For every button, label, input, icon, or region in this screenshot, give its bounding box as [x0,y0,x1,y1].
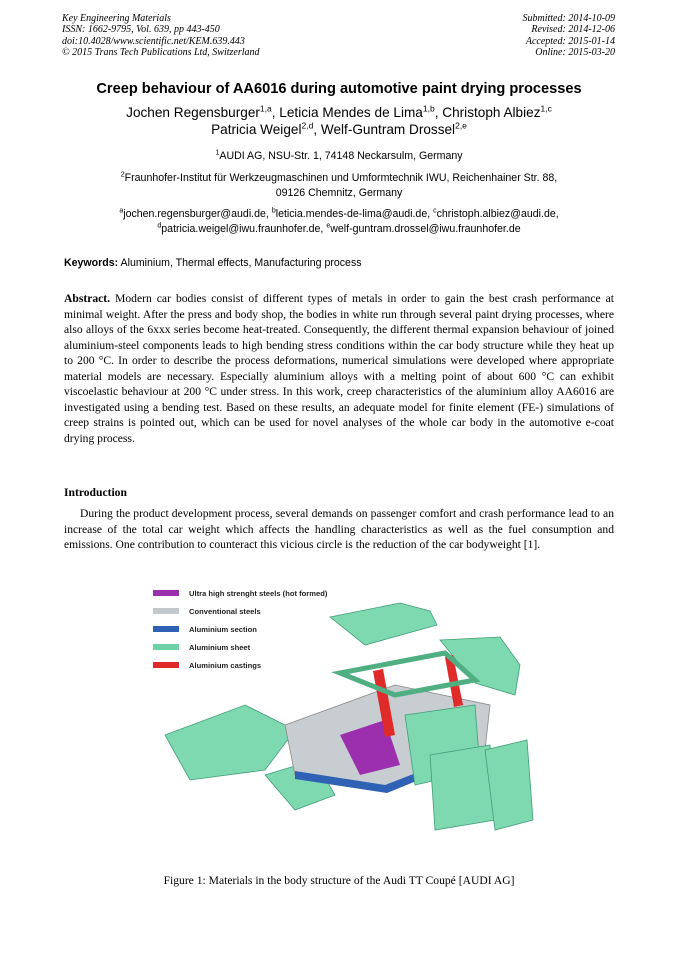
legend-swatch [153,608,179,614]
dates-header [523,13,616,58]
author-name: Patricia Weigel [211,122,302,137]
date-accepted: Accepted: 2015-01-14 [525,35,615,47]
author-affil-sup: 2,e [455,120,467,131]
figure-1 [145,585,535,857]
author-affil-sup: 1,a [259,103,272,114]
legend-item: Aluminium castings [153,659,261,671]
email-link[interactable]: patricia.weigel@iwu.fraunhofer.de, [161,222,324,235]
section-heading-introduction: Introduction [64,486,127,499]
date-online: Online: 2015-03-20 [535,46,615,58]
author-affil-sup: 1,b [422,103,435,114]
figure-caption: Figure 1: Materials in the body structure of the Audi TT Coupé [AUDI AG] [163,874,515,887]
legend-item: Conventional steels [153,605,261,617]
email-link[interactable]: welf-guntram.drossel@iwu.fraunhofer.de [330,222,521,235]
author-affil-sup: 1,c [540,103,552,114]
affiliation-1: $^1$AUDI AG, NSU-Str. 1, 74148 Neckarsulm, Germany [215,149,463,162]
legend-swatch [153,590,179,596]
author-list: Jochen Regensburger$^{1,a}$, Leticia Mendes de Lima$^{1,b}$, Christoph Albiez$^{1,c}$ Patricia Weigel$^{2,d}$, Welf-Guntram Drossel$^{2,e}$ [126,103,552,137]
paper-title: Creep behaviour of AA6016 during automotive paint drying processes [96,81,582,97]
email-list: $^a$jochen.regensburger@audi.de, $^b$leticia.mendes-de-lima@audi.de, $^c$christoph.albiez@audi.de, $^d$patricia.weigel@iwu.fraunhofer.de, $^e$welf-guntram.drossel@iwu.fraunhofer.de [119,207,559,235]
affiliation-2: $^2$Fraunhofer-Institut für Werkzeugmaschinen und Umformtechnik IWU, Reichenhainer Str. 88, 09126 Chemnitz, Germany [120,171,558,199]
author-name: Leticia Mendes de Lima [279,105,423,120]
author-name: Christoph Albiez [442,105,541,120]
email-link[interactable]: jochen.regensburger@audi.de, [123,208,269,220]
introduction-paragraph: During the product development process, several demands on passenger comfort and crash performance lead to an increase of the total car weight which affects the handling characteristics as well as the fuel consumption and emissions. One contribution to counteract this vicious circle is the reduction of the car bodyweight [1]. [64,507,614,551]
author-affil-sup: 2,d [301,120,314,131]
abstract-label: Abstract. [64,292,111,305]
journal-name: Key Engineering Materials [62,13,171,24]
legend-swatch [153,662,179,668]
author-name: Welf-Guntram Drossel [320,122,456,137]
legend-swatch [153,626,179,632]
hood-panel [165,705,295,780]
journal-doi[interactable]: doi:10.4028/www.scientific.net/KEM.639.443 [62,35,245,47]
door-outer-panel [430,745,495,830]
email-link[interactable]: leticia.mendes-de-lima@audi.de, [275,208,431,220]
journal-issn: ISSN: 1662-9795, Vol. 639, pp 443-450 [62,24,220,36]
legend-item: Aluminium sheet [153,641,250,653]
abstract-text: Modern car bodies consist of different types of metals in order to gain the best crash performance at minimal weight. After the press and body shop, the bodies in white run through several paint drying processes, where also alloys of the 6xxx series become heat-treated. Consequently, the different thermal expansion behaviour of joined aluminium-steel components leads to high bending stress conditions within the car body structure while they heat up to 200 °C. In order to describe the process deformations, numerical simulations were developed where appropriate material models are necessary. Especially aluminium alloys with a melting point of about 600 °C can exhibit viscoelastic behaviour at 200 °C under stress. In this work, creep characteristics of the aluminium alloy AA6016 are investigated using a bending test. Based on these results, an adequate model for finite element (FE-) simulations of creep strains is pointed out, which can be used for novel analyses of the whole car body in the automotive e-coat drying process. [64,292,614,445]
author-name: Jochen Regensburger [126,105,260,120]
email-link[interactable]: christoph.albiez@audi.de, [436,208,559,220]
keywords-text: Aluminium, Thermal effects, Manufacturing process [120,257,362,269]
journal-copyright: © 2015 Trans Tech Publications Ltd, Switzerland [62,46,260,58]
keywords [64,257,624,269]
keywords-label: Keywords: [64,257,119,269]
legend-swatch [153,644,179,650]
roof-panel [330,603,437,645]
journal-header [62,13,260,58]
legend-item: Aluminium section [153,623,257,635]
legend-item: Ultra high strenght steels (hot formed) [153,587,327,599]
date-submitted: Submitted: 2014-10-09 [522,13,615,24]
date-revised: Revised: 2014-12-06 [531,24,615,36]
abstract [64,291,614,446]
